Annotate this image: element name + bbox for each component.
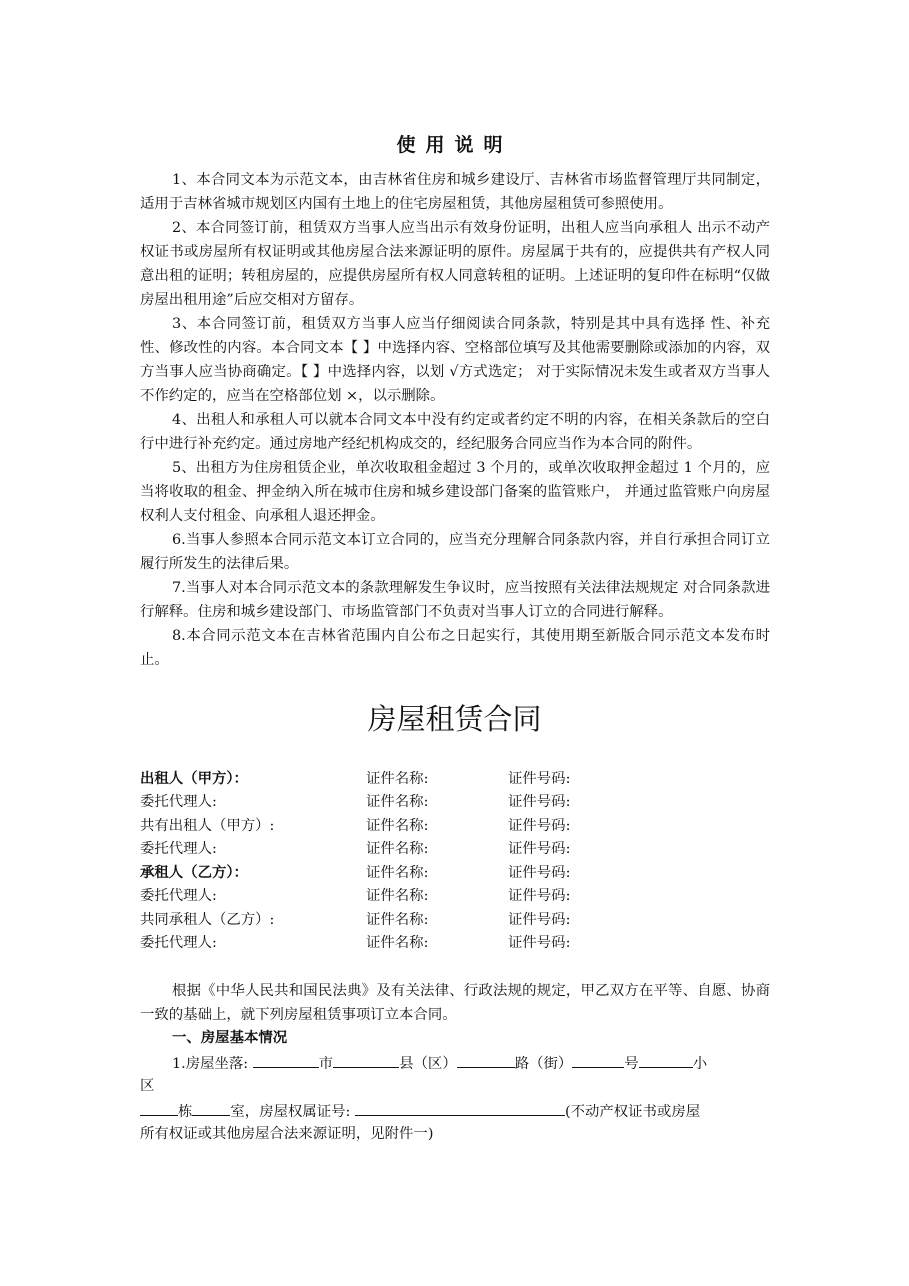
party-name: 委托代理人:	[140, 794, 217, 810]
party-row	[140, 931, 770, 954]
building-label: 栋	[178, 1104, 193, 1120]
instructions-title: 使用说明	[396, 134, 513, 156]
party-name: 委托代理人:	[140, 841, 217, 857]
room-label: 室，房屋权属证号:	[230, 1104, 351, 1120]
id-number-label: 证件号码:	[508, 888, 571, 904]
address-line-3	[140, 1098, 700, 1124]
id-name-label: 证件名称:	[366, 771, 429, 787]
id-name-label: 证件名称:	[366, 888, 429, 904]
id-number-label: 证件号码:	[508, 841, 571, 857]
id-name-label: 证件名称:	[366, 935, 429, 951]
party-name: 承租人（乙方）：	[140, 865, 248, 881]
certificate-note-2: 所有权证或其他房屋合法来源证明，见附件一)	[140, 1126, 434, 1142]
number-blank[interactable]	[572, 1050, 624, 1068]
id-number-label: 证件号码:	[508, 935, 571, 951]
id-number-label: 证件号码:	[508, 771, 571, 787]
party-row	[140, 861, 770, 884]
id-name-label: 证件名称:	[366, 912, 429, 928]
instruction-paragraph-3: 3、本合同签订前，租赁双方当事人应当仔细阅读合同条款，特别是其中具有选择 性、补充性、修改性的内容。本合同文本【 】中选择内容、空格部位填写及其他需要删除或添加的内容，双方当事人应当协商确定。【 】中选择内容，以划 √方式选定； 对于实际情况未发生或者双方当事人不作约定的，应当在空格部位划 ×，以示删除。	[140, 316, 770, 404]
community-blank[interactable]	[639, 1050, 693, 1068]
id-name-label: 证件名称:	[366, 818, 429, 834]
instruction-paragraph-2: 2、本合同签订前，租赁双方当事人应当出示有效身份证明，出租人应当向承租人 出示不动产权证书或房屋所有权证明或其他房屋合法来源证明的原件。房屋属于共有的，应提供共有产权人同意出租的证明；转租房屋的，应提供房屋所有权人同意转租的证明。上述证明的复印件在标明“仅做房屋出租用途”后应交相对方留存。	[140, 220, 770, 308]
certificate-note-1: (不动产权证书或房屋	[564, 1104, 701, 1120]
county-blank[interactable]	[333, 1050, 399, 1068]
address-line-2	[140, 1074, 154, 1098]
party-row	[140, 908, 770, 931]
community-label: 小	[692, 1056, 708, 1072]
room-blank[interactable]	[192, 1098, 230, 1116]
building-blank[interactable]	[140, 1098, 178, 1116]
city-blank[interactable]	[253, 1050, 319, 1068]
instruction-paragraph-7: 7.当事人对本合同示范文本的条款理解发生争议时，应当按照有关法律法规规定 对合同条款进行解释。住房和城乡建设部门、市场监管部门不负责对当事人订立的合同进行解释。	[140, 580, 770, 620]
id-number-label: 证件号码:	[508, 794, 571, 810]
address-line-4	[140, 1122, 433, 1146]
road-blank[interactable]	[457, 1050, 515, 1068]
instruction-paragraph-6: 6.当事人参照本合同示范文本订立合同的，应当充分理解合同条款内容，并自行承担合同订立履行所发生的法律后果。	[140, 532, 770, 572]
instruction-paragraph-8: 8.本合同示范文本在吉林省范围内自公布之日起实行，其使用期至新版合同示范文本发布时止。	[140, 628, 770, 668]
id-name-label: 证件名称:	[366, 865, 429, 881]
address-prefix: 1.房屋坐落:	[172, 1056, 249, 1072]
party-name: 委托代理人:	[140, 935, 217, 951]
certificate-number-blank[interactable]	[355, 1098, 565, 1116]
road-label: 路（街）	[514, 1056, 573, 1072]
id-number-label: 证件号码:	[508, 912, 571, 928]
id-name-label: 证件名称:	[366, 794, 429, 810]
party-row	[140, 884, 770, 907]
community-label-cont: 区	[140, 1078, 155, 1094]
county-label: 县（区）	[399, 1056, 457, 1072]
party-name: 委托代理人:	[140, 888, 217, 904]
instruction-paragraph-1: 1、本合同文本为示范文本，由吉林省住房和城乡建设厅、吉林省市场监督管理厅共同制定，适用于吉林省城市规划区内国有土地上的住宅房屋租赁，其他房屋租赁可参照使用。	[140, 172, 770, 212]
party-row	[140, 790, 770, 813]
section-heading	[172, 1026, 287, 1050]
party-name: 共有出租人（甲方）:	[140, 818, 275, 834]
party-name: 共同承租人（乙方）:	[140, 912, 275, 928]
number-label: 号	[624, 1056, 639, 1072]
contract-title: 房屋租赁合同	[367, 702, 542, 736]
city-label: 市	[318, 1056, 334, 1072]
party-name: 出租人（甲方）：	[140, 771, 248, 787]
id-number-label: 证件号码:	[508, 865, 571, 881]
party-row	[140, 837, 770, 860]
party-row	[140, 767, 770, 790]
section-1-heading: 一、房屋基本情况	[172, 1030, 288, 1046]
id-name-label: 证件名称:	[366, 841, 429, 857]
preamble-paragraph: 根据《中华人民共和国民法典》及有关法律、行政法规的规定，甲乙双方在平等、自愿、协商一致的基础上，就下列房屋租赁事项订立本合同。	[140, 983, 770, 1023]
party-row	[140, 814, 770, 837]
address-line-1	[172, 1050, 707, 1076]
instruction-paragraph-4: 4、出租人和承租人可以就本合同文本中没有约定或者约定不明的内容，在相关条款后的空白行中进行补充约定。通过房地产经纪机构成交的，经纪服务合同应当作为本合同的附件。	[140, 412, 770, 452]
instruction-paragraph-5: 5、出租方为住房租赁企业，单次收取租金超过 3 个月的，或单次收取押金超过 1 个月的，应当将收取的租金、押金纳入所在城市住房和城乡建设部门备案的监管账户， 并通过监管账户向房屋权利人支付租金、向承租人退还押金。	[140, 460, 770, 524]
id-number-label: 证件号码:	[508, 818, 571, 834]
